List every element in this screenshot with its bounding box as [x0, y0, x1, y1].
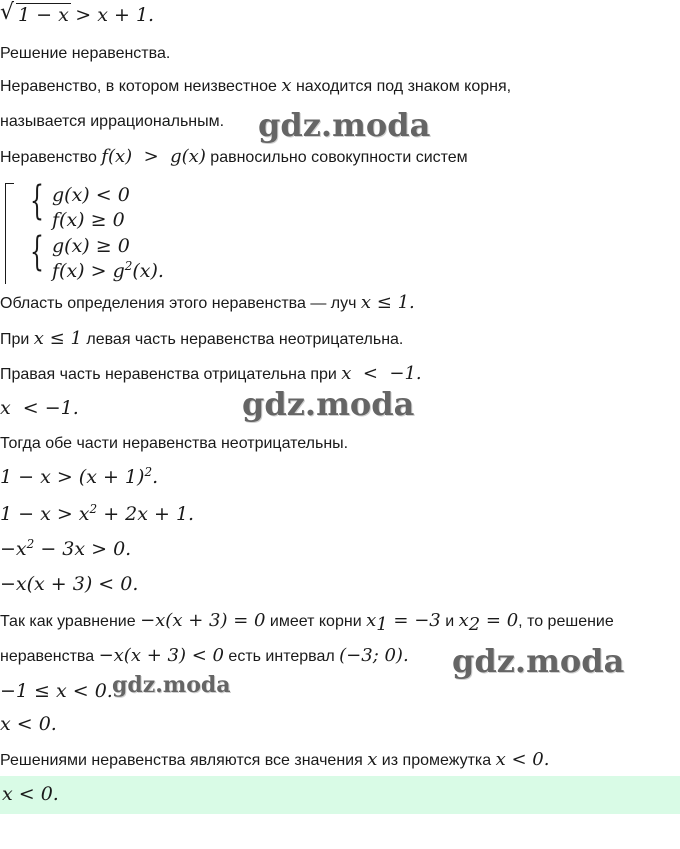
watermark-3: gdz.moda: [452, 642, 625, 680]
system-brace-2: {: [30, 229, 44, 275]
text-line-5: Область определения этого неравенства — луч x ≤ 1.: [0, 292, 415, 313]
text-line-6: При x ≤ 1 левая часть неравенства неотрицательна.: [0, 328, 404, 349]
text-line-2: Неравенство, в котором неизвестное x находится под знаком корня,: [0, 75, 512, 96]
system-row-3: g(x) ≥ 0: [52, 235, 130, 257]
text-line-4: Неравенство f(x) > g(x) равносильно совокупности систем: [0, 146, 468, 167]
math-line-10: $1 - x > (x + 1)^2$.: [0, 465, 159, 488]
system-row-4: $f(x) > g^2(x)$.: [52, 259, 164, 282]
problem-rhs: > x + 1.: [75, 4, 155, 26]
problem-statement: [0, 0, 155, 28]
system-row-2: f(x) ≥ 0: [52, 209, 125, 231]
text-line-14: Так как уравнение −x(x + 3) = 0 имеет корни $x_1 = -3$ и $x_2 = 0$, то решение: [0, 610, 614, 635]
answer-box: [0, 776, 680, 814]
watermark-1: gdz.moda: [258, 106, 431, 144]
answer-text: x < 0.: [2, 783, 59, 805]
math-line-11: $1 - x > x^2 + 2x + 1$.: [0, 502, 195, 525]
watermark-4: gdz.moda: [112, 672, 231, 698]
math-line-13: −x(x + 3) < 0.: [0, 573, 139, 595]
text-line-7: Правая часть неравенства отрицательна при x < −1.: [0, 363, 422, 384]
text-line-3: называется иррациональным.: [0, 113, 225, 130]
system-row-1: g(x) < 0: [52, 184, 130, 206]
text-line-1: Решение неравенства.: [0, 45, 171, 62]
sqrt-expression: √ 1 − x: [0, 0, 69, 26]
math-line-8: x < −1.: [0, 397, 79, 419]
math-line-16: −1 ≤ x < 0.: [0, 680, 113, 702]
math-line-12: $-x^2 - 3x > 0$.: [0, 537, 132, 560]
text-line-9: Тогда обе части неравенства неотрицательны.: [0, 435, 349, 452]
union-bracket: [5, 183, 14, 284]
system-brace-1: {: [30, 178, 44, 224]
watermark-2: gdz.moda: [242, 385, 415, 423]
text-line-15: неравенства −x(x + 3) < 0 есть интервал (−3; 0).: [0, 645, 409, 666]
text-line-18: Решениями неравенства являются все значения x из промежутка x < 0.: [0, 749, 550, 770]
math-line-17: x < 0.: [0, 713, 57, 735]
